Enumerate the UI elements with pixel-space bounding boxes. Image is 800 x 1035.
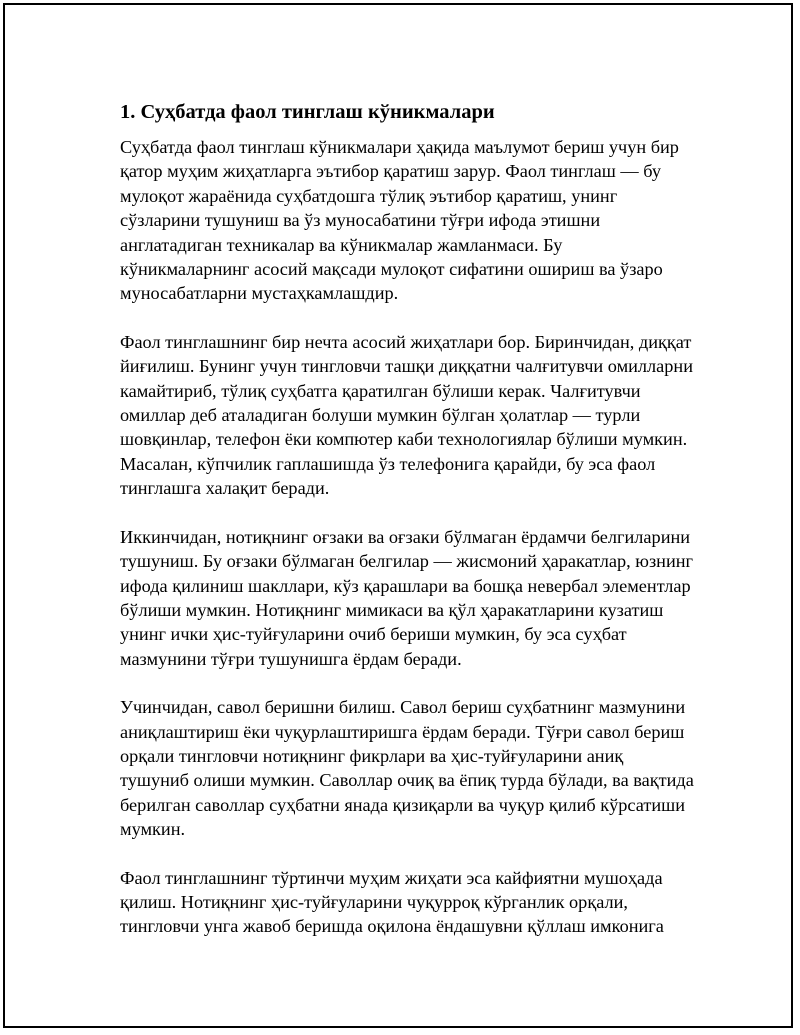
paragraph-3: Иккинчидан, нотиқнинг оғзаки ва оғзаки бўлмаган ёрдамчи белгиларини тушуниш. Бу оғзаки бўлмаган белгилар — жисмоний ҳаракатлар, юзнинг ифода қилиниш шакллари, кўз қарашлари ва бошқа невербал элементлар бўлиши мумкин. Нотиқнинг мимикаси ва қўл ҳаракатларини кузатиш унинг ички ҳис-туйғуларини очиб бериши мумкин, бу эса суҳбат мазмунини тўғри тушунишга ёрдам беради. (120, 526, 694, 669)
paragraph-4: Учинчидан, савол беришни билиш. Савол бериш суҳбатнинг мазмунини аниқлаштириш ёки чуқурлаштиришга ёрдам беради. Тўғри савол бериш орқали тингловчи нотиқнинг фикрлари ва ҳис-туйғуларини аниқ тушуниб олиши мумкин. Саволлар очиқ ва ёпиқ турда бўлади, ва вақтида берилган саволлар суҳбатни янада қизиқарли ва чуқур қилиб кўрсатиши мумкин. (120, 697, 694, 840)
page-frame (3, 3, 793, 1028)
paragraph-2: Фаол тинглашнинг бир нечта асосий жиҳатлари бор. Биринчидан, диққат йиғилиш. Бунинг учун тингловчи ташқи диққатни чалғитувчи омилларни камайтириб, тўлиқ суҳбатга қаратилган бўлиши керак. Чалғитувчи омиллар деб аталадиган болуши мумкин бўлган ҳолатлар — турли шовқинлар, телефон ёки компютер каби технологиялар бўлиши мумкин. Масалан, кўпчилик гаплашишда ўз телефонига қарайди, бу эса фаол тинглашга халақит беради. (120, 331, 693, 499)
paragraph-1: Суҳбатда фаол тинглаш кўникмалари ҳақида маълумот бериш учун бир қатор муҳим жиҳатларга эътибор қаратиш зарур. Фаол тинглаш — бу мулоқот жараёнида суҳбатдошга тўлиқ эътибор қаратиш, унинг сўзларини тушуниш ва ўз муносабатини тўғри ифода этишни англатадиган техникалар ва кўникмалар жамланмаси. Бу кўникмаларнинг асосий мақсади мулоқот сифатини ошириш ва ўзаро муносабатларни мустаҳкамлашдир. (120, 137, 679, 304)
section-heading: 1. Суҳбатда фаол тинглаш кўникмалари (120, 101, 495, 123)
document-body (120, 97, 695, 963)
paragraph-5: Фаол тинглашнинг тўртинчи муҳим жиҳати эса кайфиятни мушоҳада қилиш. Нотиқнинг ҳис-туйғуларини чуқурроқ кўрганлик орқали, тингловчи унга жавоб беришда оқилона ёндашувни қўллаш имконига (120, 867, 664, 937)
